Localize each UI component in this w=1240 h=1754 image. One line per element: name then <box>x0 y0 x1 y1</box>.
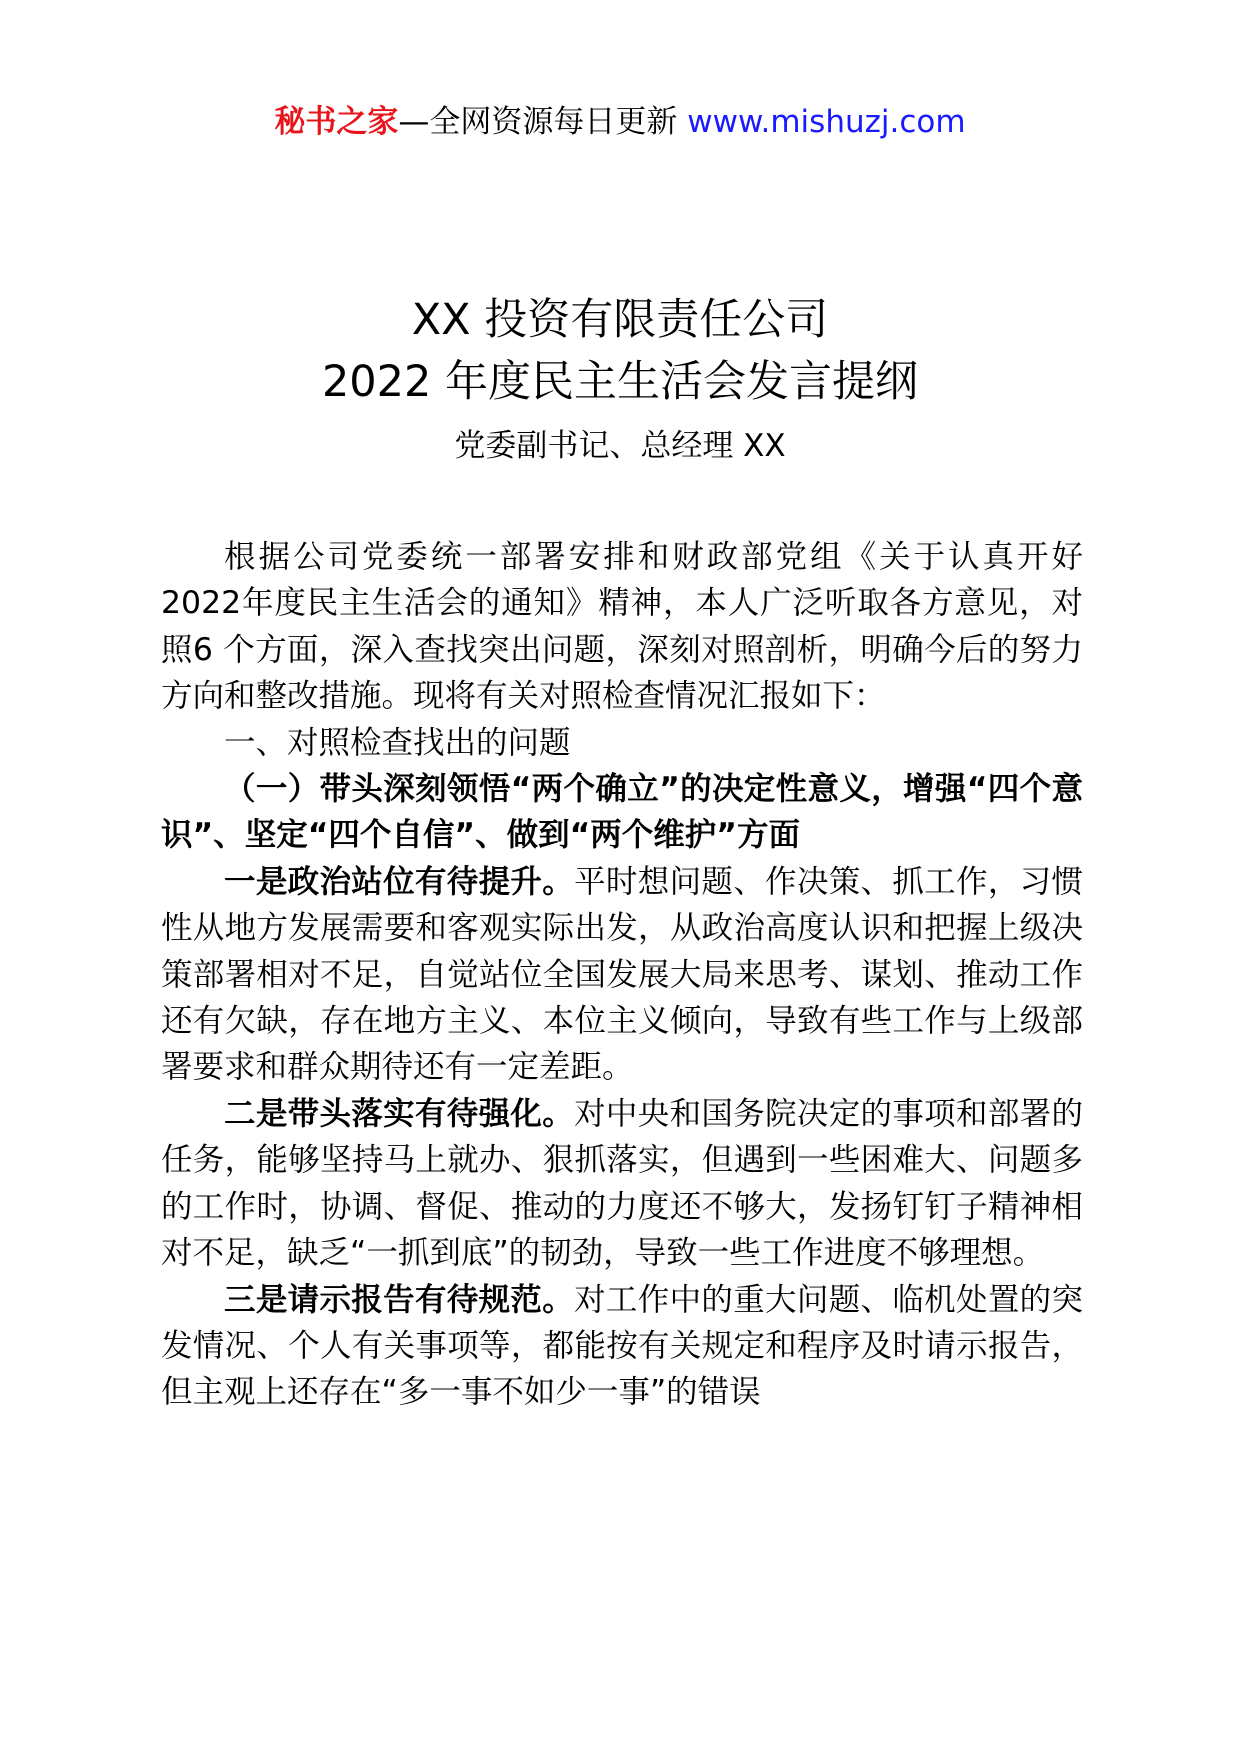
brand-name: 秘书之家 <box>274 104 399 140</box>
point-text-2: 对中央和国务院决定的事项和部署的任务，能够坚持马上就办、狠抓落实，但遇到一些困难大、问题多的工作时，协调、督促、推动的力度还不够大，发扬钉钉子精神相对不足，缺乏“一抓到底”的韧劲，导致一些工作进度不够理想。 <box>161 1095 1083 1272</box>
point-lead-2: 二是带头落实有待强化。 <box>224 1095 575 1132</box>
banner-slogan: —全网资源每日更新 <box>398 104 688 140</box>
document-author: 党委副书记、总经理 XX <box>454 428 786 464</box>
intro-paragraph: 根据公司党委统一部署安排和财政部党组《关于认真开好2022年度民主生活会的通知》精神，本人广泛听取各方意见，对照6 个方面，深入查找突出问题，深刻对照剖析，明确今后的努力方向和整改措施。现将有关对照检查情况汇报如下： <box>161 539 1083 715</box>
point-paragraph-1 <box>161 859 1083 1091</box>
website-link[interactable]: www.mishuzj.com <box>687 104 966 140</box>
document-body <box>161 534 1083 1416</box>
point-lead-1: 一是政治站位有待提升。 <box>224 863 575 900</box>
point-lead-3: 三是请示报告有待规范。 <box>224 1281 575 1318</box>
point-text-1: 平时想问题、作决策、抓工作，习惯性从地方发展需要和客观实际出发，从政治高度认识和把握上级决策部署相对不足，自觉站位全国发展大局来思考、谋划、推动工作还有欠缺，存在地方主义、本位主义倾向，导致有些工作与上级部署要求和群众期待还有一定差距。 <box>161 863 1083 1086</box>
header-banner <box>0 100 1240 144</box>
section-heading: 一、对照检查找出的问题 <box>224 724 571 761</box>
point-paragraph-3 <box>161 1277 1083 1416</box>
subsection-heading: （一）带头深刻领悟“两个确立”的决定性意义，增强“四个意识”、坚定“四个自信”、做到“两个维护”方面 <box>161 771 1083 854</box>
point-text-3: 对工作中的重大问题、临机处置的突发情况、个人有关事项等，都能按有关规定和程序及时请示报告，但主观上还存在“多一事不如少一事”的错误 <box>161 1281 1083 1411</box>
point-paragraph-2 <box>161 1091 1083 1277</box>
document-title-line1: XX 投资有限责任公司 <box>411 295 829 345</box>
document-title-line2: 2022 年度民主生活会发言提纲 <box>321 357 919 407</box>
